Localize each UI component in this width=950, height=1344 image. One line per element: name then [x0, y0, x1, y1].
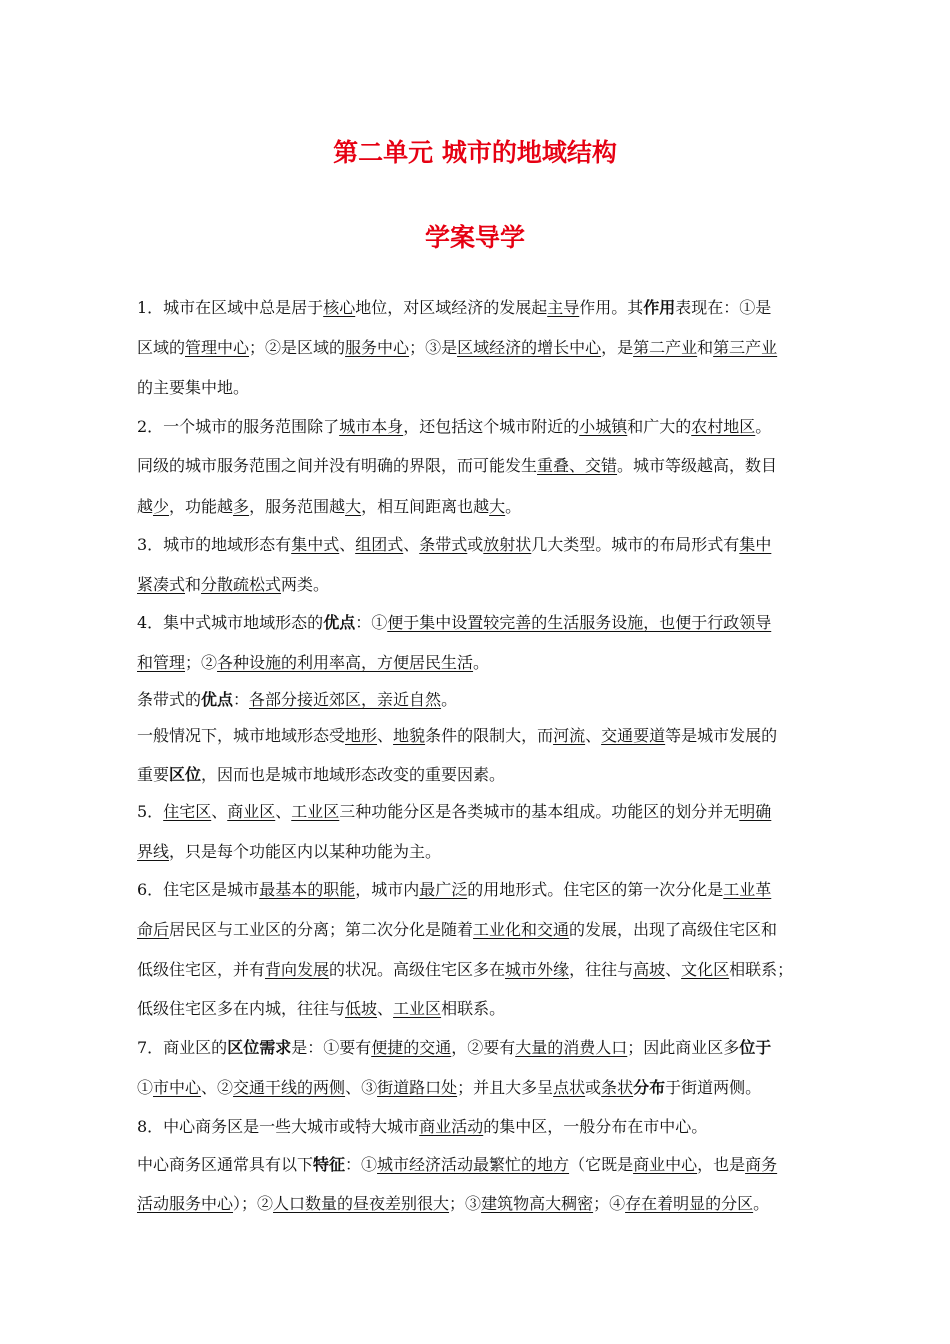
text-run: 相联系；	[729, 960, 794, 979]
underlined-answer: 管理中心	[185, 338, 250, 357]
bold-keyword: 作用	[643, 298, 676, 317]
text-line	[137, 685, 457, 715]
text-run: ，服务范围越	[249, 497, 346, 516]
underlined-answer: 市中心	[153, 1078, 202, 1097]
underlined-answer: 商业活动	[419, 1117, 484, 1136]
underlined-answer: 建筑物高大稠密	[481, 1194, 594, 1213]
text-run: 地位，对区域经济的发展起	[355, 298, 548, 317]
text-run: ：①	[345, 1155, 378, 1174]
text-run: 6．住宅区是城市	[137, 880, 260, 899]
text-run: 的用地形式。住宅区的第一次分化是	[467, 880, 724, 899]
text-run: 的状况。高级住宅区多在	[329, 960, 506, 979]
underlined-answer: 集中式	[291, 535, 340, 554]
underlined-answer: 低坡	[345, 999, 378, 1018]
bold-keyword: 优点	[323, 613, 356, 632]
text-line	[137, 955, 793, 985]
text-run: （它既是	[569, 1155, 634, 1174]
text-line	[137, 875, 771, 905]
text-run: 、	[377, 726, 394, 745]
text-run: 、	[665, 960, 682, 979]
text-run: ，功能越	[169, 497, 234, 516]
underlined-answer: 交通要道	[601, 726, 666, 745]
underlined-answer: 小城镇	[579, 417, 628, 436]
text-run: 同级的城市服务范围之间并没有明确的界限，而可能发生	[137, 456, 538, 475]
text-run: 作用。其	[579, 298, 644, 317]
text-line	[137, 492, 521, 522]
text-run: 、	[275, 802, 292, 821]
underlined-answer: 最基本的职能	[259, 880, 356, 899]
underlined-answer: 服务中心	[345, 338, 410, 357]
underlined-answer: 工业区	[393, 999, 442, 1018]
underlined-answer: 高坡	[633, 960, 666, 979]
bold-keyword: 位于	[739, 1038, 772, 1057]
underlined-answer: 最广泛	[419, 880, 468, 899]
text-run: ，还包括这个城市附近的	[403, 417, 580, 436]
underlined-answer: 存在着明显的分区	[625, 1194, 754, 1213]
text-run: ①	[137, 1078, 154, 1097]
underlined-answer: 大	[345, 497, 362, 516]
text-run: 、③	[345, 1078, 378, 1097]
text-run: 重要	[137, 765, 170, 784]
underlined-answer: 活动服务中心	[137, 1194, 234, 1213]
underlined-answer: 重叠、交错	[537, 456, 618, 475]
text-run: ，因而也是城市地域形态改变的重要因素。	[201, 765, 506, 784]
text-line	[137, 530, 771, 560]
underlined-answer: 紧凑式	[137, 575, 186, 594]
text-line	[137, 648, 489, 678]
text-run: 、	[377, 999, 394, 1018]
underlined-answer: 商务	[745, 1155, 778, 1174]
text-run: 和	[697, 338, 714, 357]
underlined-answer: 核心	[323, 298, 356, 317]
underlined-answer: 条带式	[419, 535, 468, 554]
text-line	[137, 797, 771, 827]
underlined-answer: 文化区	[681, 960, 730, 979]
underlined-answer: 界线	[137, 842, 170, 861]
underlined-answer: 城市经济活动最繁忙的地方	[377, 1155, 570, 1174]
text-run: 、②	[201, 1078, 234, 1097]
underlined-answer: 集中	[739, 535, 772, 554]
text-run: ，往往与	[569, 960, 634, 979]
text-run: 于街道两侧。	[665, 1078, 762, 1097]
text-run: 8．中心商务区是一些大城市或特大城市	[137, 1117, 420, 1136]
underlined-answer: 交通干线的两侧	[233, 1078, 346, 1097]
underlined-answer: 组团式	[355, 535, 404, 554]
text-run: ；③	[449, 1194, 482, 1213]
bold-keyword: 区位	[169, 765, 202, 784]
text-run: 。	[441, 690, 458, 709]
text-run: 。城市等级越高，数目	[617, 456, 778, 475]
underlined-answer: 工业化和交通	[473, 920, 570, 939]
text-run: 和	[185, 575, 202, 594]
text-run: ，相互间距离也越	[361, 497, 490, 516]
text-run: ，只是每个功能区内以某种功能为主。	[169, 842, 442, 861]
text-run: 中心商务区通常具有以下	[137, 1155, 314, 1174]
text-run: ，②要有	[451, 1038, 516, 1057]
underlined-answer: 城市本身	[339, 417, 404, 436]
underlined-answer: 放射状	[483, 535, 532, 554]
underlined-answer: 分散疏松式	[201, 575, 282, 594]
underlined-answer: 农村地区	[691, 417, 756, 436]
underlined-answer: 街道路口处	[377, 1078, 458, 1097]
text-run: 、	[211, 802, 228, 821]
text-line	[137, 1073, 761, 1103]
underlined-answer: 人口数量的昼夜差别很大	[273, 1194, 450, 1213]
text-run: ，是	[601, 338, 634, 357]
text-run: 表现在：①是	[675, 298, 772, 317]
text-run: 、	[403, 535, 420, 554]
underlined-answer: 条状	[601, 1078, 634, 1097]
text-run: ；②	[185, 653, 218, 672]
text-run: 等是城市发展的	[665, 726, 778, 745]
text-line	[137, 915, 777, 945]
bold-keyword: 区位需求	[227, 1038, 292, 1057]
text-line	[137, 412, 771, 442]
underlined-answer: 城市外缘	[505, 960, 570, 979]
text-run: 区域的	[137, 338, 186, 357]
text-run: 低级住宅区多在内城，往往与	[137, 999, 346, 1018]
underlined-answer: 地貌	[393, 726, 426, 745]
text-run: 1．城市在区域中总是居于	[137, 298, 324, 317]
text-line	[137, 721, 777, 751]
underlined-answer: 地形	[345, 726, 378, 745]
text-line	[137, 373, 249, 403]
text-run: 4．集中式城市地域形态的	[137, 613, 324, 632]
text-line	[137, 1150, 777, 1180]
bold-keyword: 特征	[313, 1155, 346, 1174]
underlined-answer: 主导	[547, 298, 580, 317]
text-line	[137, 451, 777, 481]
text-line	[137, 293, 771, 323]
text-run: 的主要集中地。	[137, 378, 250, 397]
text-run: ；②是区域的	[249, 338, 346, 357]
underlined-answer: 多	[233, 497, 250, 516]
underlined-answer: 商业中心	[633, 1155, 698, 1174]
text-run: 。	[755, 417, 772, 436]
text-run: 相联系。	[441, 999, 506, 1018]
underlined-answer: 便捷的交通	[371, 1038, 452, 1057]
text-run: 几大类型。城市的布局形式有	[531, 535, 740, 554]
underlined-answer: 第三产业	[713, 338, 778, 357]
text-run: 低级住宅区，并有	[137, 960, 266, 979]
text-run: 5．	[137, 802, 164, 821]
underlined-answer: 各部分接近郊区，亲近自然	[249, 690, 442, 709]
text-run: ；④	[593, 1194, 626, 1213]
text-line	[137, 994, 505, 1024]
text-run: 7．商业区的	[137, 1038, 228, 1057]
underlined-answer: 河流	[553, 726, 586, 745]
text-line	[137, 1033, 771, 1063]
bold-keyword: 分布	[633, 1078, 666, 1097]
text-run: ；并且大多呈	[457, 1078, 554, 1097]
bold-keyword: 优点	[201, 690, 234, 709]
text-run: 。	[473, 653, 490, 672]
underlined-answer: 明确	[739, 802, 772, 821]
text-line	[137, 570, 329, 600]
text-run: 两类。	[281, 575, 330, 594]
text-run: 条件的限制大，而	[425, 726, 554, 745]
text-run: 、	[339, 535, 356, 554]
underlined-answer: 背向发展	[265, 960, 330, 979]
text-line	[137, 1112, 707, 1142]
text-run: ，也是	[697, 1155, 746, 1174]
underlined-answer: 区域经济的增长中心	[457, 338, 602, 357]
underlined-answer: 第二产业	[633, 338, 698, 357]
underlined-answer: 商业区	[227, 802, 276, 821]
text-run: 2．一个城市的服务范围除了	[137, 417, 340, 436]
text-run: 和广大的	[627, 417, 692, 436]
underlined-answer: 工业区	[291, 802, 340, 821]
text-run: ）；②	[233, 1194, 274, 1213]
text-line	[137, 608, 771, 638]
text-run: 或	[585, 1078, 602, 1097]
text-line	[137, 760, 505, 790]
text-run: ；③是	[409, 338, 458, 357]
text-run: ：	[233, 690, 250, 709]
text-run: 条带式的	[137, 690, 202, 709]
section-heading: 学案导学	[424, 223, 525, 252]
text-run: 、	[585, 726, 602, 745]
text-run: 居民区与工业区的分离；第二次分化是随着	[169, 920, 474, 939]
underlined-answer: 大	[489, 497, 506, 516]
text-run: 是：①要有	[291, 1038, 372, 1057]
underlined-answer: 大量的消费人口	[515, 1038, 628, 1057]
text-run: ，城市内	[355, 880, 420, 899]
text-run: 或	[467, 535, 484, 554]
text-line	[137, 333, 777, 363]
underlined-answer: 少	[153, 497, 170, 516]
underlined-answer: 命后	[137, 920, 170, 939]
underlined-answer: 工业革	[723, 880, 772, 899]
underlined-answer: 点状	[553, 1078, 586, 1097]
text-run: 的发展，出现了高级住宅区和	[569, 920, 778, 939]
text-line	[137, 1189, 769, 1219]
text-run: 三种功能分区是各类城市的基本组成。功能区的划分并无	[339, 802, 740, 821]
text-run: ；因此商业区多	[627, 1038, 740, 1057]
document-title: 第二单元 城市的地域结构	[333, 138, 617, 167]
text-run: 越	[137, 497, 154, 516]
underlined-answer: 便于集中设置较完善的生活服务设施，也便于行政领导	[387, 613, 772, 632]
underlined-answer: 各种设施的利用率高，方便居民生活	[217, 653, 474, 672]
text-line	[137, 837, 441, 867]
underlined-answer: 住宅区	[163, 802, 212, 821]
text-run: 3．城市的地域形态有	[137, 535, 292, 554]
text-run: 一般情况下，城市地域形态受	[137, 726, 346, 745]
text-run: 。	[753, 1194, 770, 1213]
text-run: 的集中区，一般分布在市中心。	[483, 1117, 708, 1136]
text-run: ：①	[355, 613, 388, 632]
text-run: 。	[505, 497, 522, 516]
underlined-answer: 和管理	[137, 653, 186, 672]
